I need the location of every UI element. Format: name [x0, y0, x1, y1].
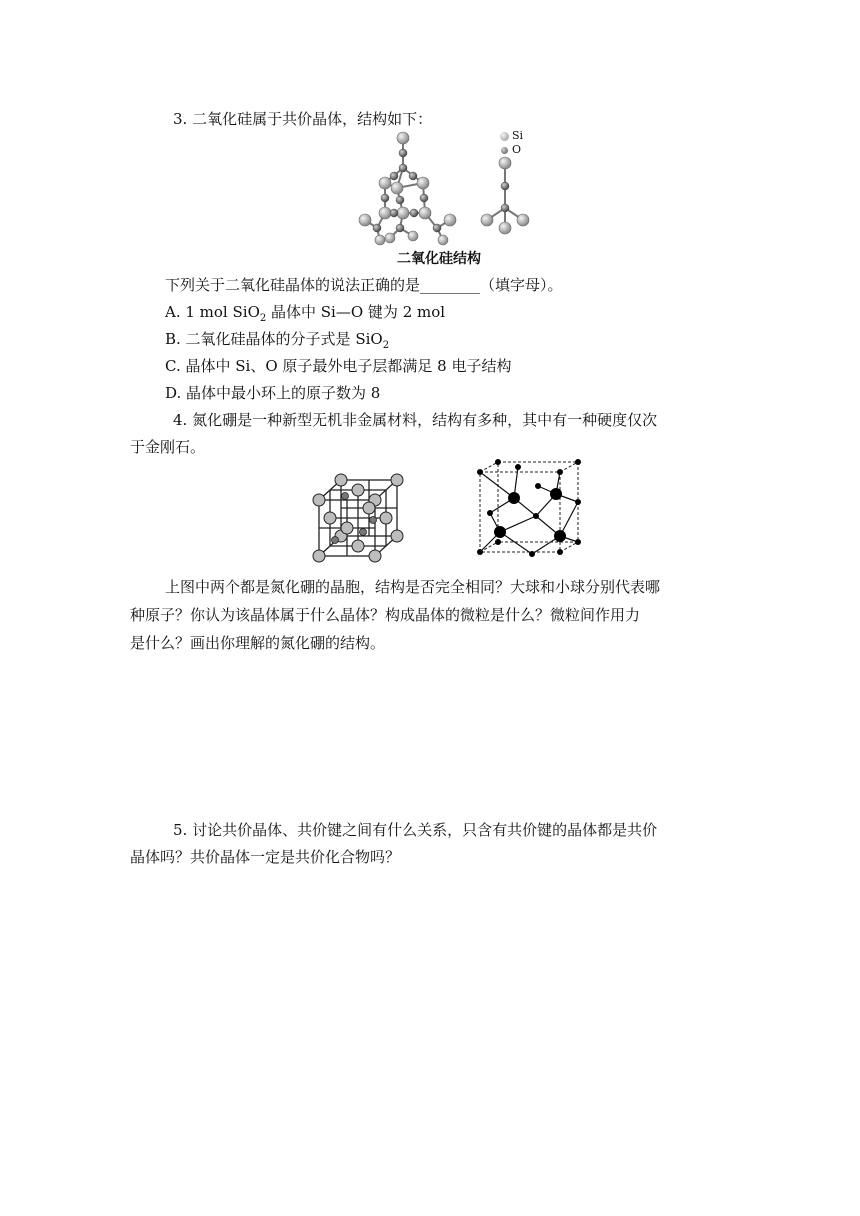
sio2-legend [500, 129, 523, 157]
q3-title: 3. 二氧化硅属于共价晶体，结构如下： [173, 110, 433, 128]
sio2-figure-caption: 二氧化硅结构 [397, 251, 481, 267]
q4-body-line3: 是什么？画出你理解的氮化硼的结构。 [130, 634, 386, 652]
bn-unit-cell-figure-1 [305, 470, 415, 570]
q5-title-line1: 5. 讨论共价晶体、共价键之间有什么关系，只含有共价键的晶体都是共价 [173, 821, 658, 839]
option-a-text-end: 晶体中 Si—O 键为 2 mol [266, 303, 446, 321]
q4-body-line1: 上图中两个都是氮化硼的晶胞，结构是否完全相同？大球和小球分别代表哪 [165, 578, 661, 596]
si-atom-legend-icon [500, 132, 509, 141]
q4-title-line1: 4. 氮化硼是一种新型无机非金属材料，结构有多种，其中有一种硬度仅次 [173, 411, 658, 429]
q4-title-line2: 于金刚石。 [130, 438, 206, 456]
q5-title-line2: 晶体吗？共价晶体一定是共价化合物吗？ [130, 848, 401, 866]
q3-option-a [165, 302, 445, 322]
option-b-text: B. 二氧化硅晶体的分子式是 SiO [165, 330, 383, 348]
q3-prompt: 下列关于二氧化硅晶体的说法正确的是________（填字母）。 [165, 276, 563, 294]
legend-si-label: Si [512, 129, 524, 142]
option-b-subscript: 2 [382, 340, 390, 351]
q4-body-line2: 种原子？你认为该晶体属于什么晶体？构成晶体的微粒是什么？微粒间作用力 [130, 606, 641, 624]
q3-option-c: C. 晶体中 Si、O 原子最外电子层都满足 8 电子结构 [165, 357, 512, 375]
option-a-text: A. 1 mol SiO [165, 303, 260, 321]
q3-option-d: D. 晶体中最小环上的原子数为 8 [165, 384, 381, 402]
o-atom-legend-icon [501, 147, 508, 154]
q3-option-b [165, 329, 389, 349]
bn-unit-cell-figure-2 [472, 458, 592, 570]
legend-o-label: O [512, 143, 522, 156]
option-a-subscript: 2 [259, 313, 267, 324]
